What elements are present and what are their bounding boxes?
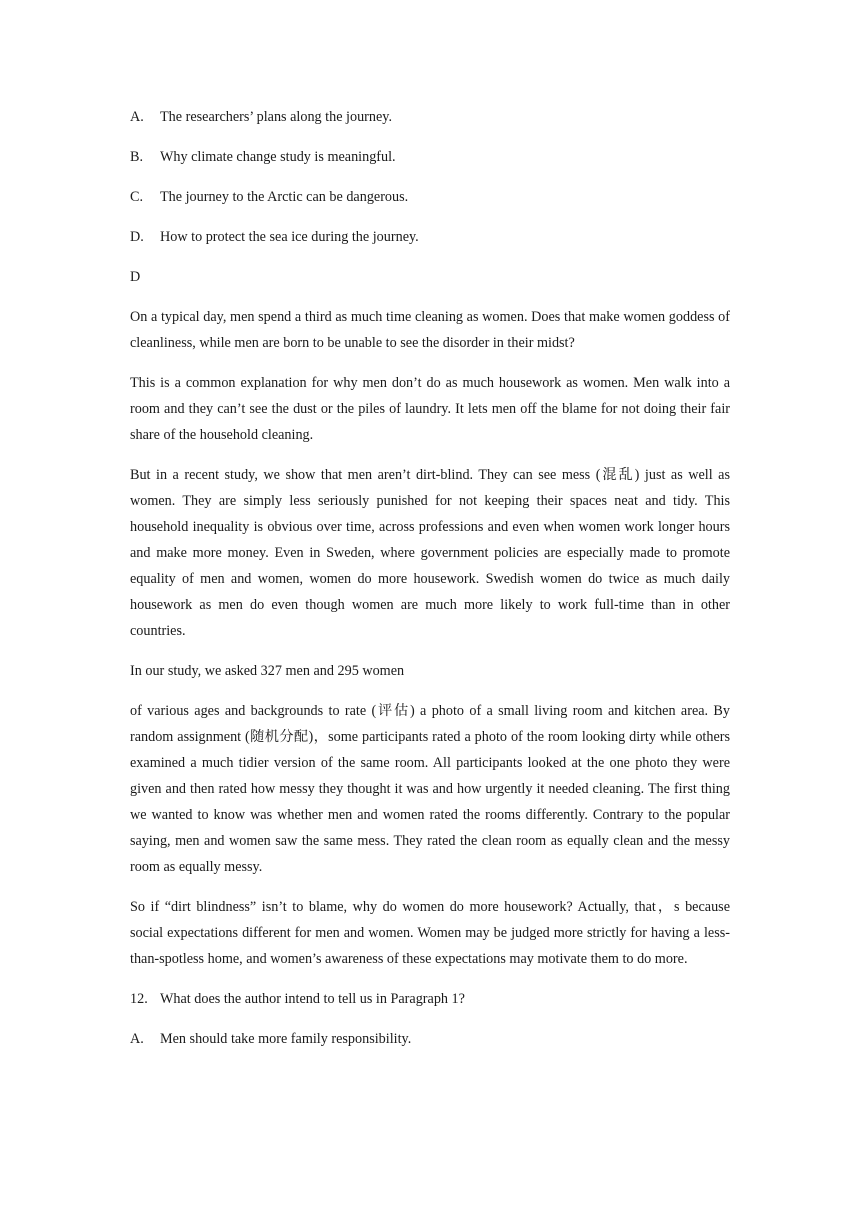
question-text: What does the author intend to tell us in Paragraph 1? xyxy=(160,991,465,1007)
option-c xyxy=(130,184,730,210)
option-a xyxy=(130,104,730,130)
option-text: The journey to the Arctic can be dangerous. xyxy=(160,189,409,205)
option-d xyxy=(130,224,730,250)
paragraph-6: So if “dirt blindness” isn’t to blame, why do women do more housework? Actually, that，s because social expectations different for men and women. Women may be judged more strictly for having a less-than-spotless home, and women’s awareness of these expectations may motivate them to do more. xyxy=(130,899,730,967)
option-text: Men should take more family responsibility. xyxy=(160,1031,412,1047)
option-letter: D. xyxy=(130,229,144,245)
question-12 xyxy=(130,986,730,1012)
paragraph-4: In our study, we asked 327 men and 295 women xyxy=(130,663,405,679)
section-label: D xyxy=(130,269,141,285)
document-page xyxy=(130,104,730,1066)
paragraph-3: But in a recent study, we show that men aren’t dirt-blind. They can see mess (混乱) just as well as women. They are simply less seriously punished for not keeping their spaces neat and tidy. This household inequality is obvious over time, across professions and even when women work longer hours and make more money. Even in Sweden, where government policies are especially made to promote equality of men and women, women do more housework. Swedish women do twice as much daily housework as men do even though women are much more likely to work full-time than in other countries. xyxy=(130,467,730,639)
option-letter: C. xyxy=(130,189,144,205)
option-text: The researchers’ plans along the journey. xyxy=(160,109,393,125)
option-text: Why climate change study is meaningful. xyxy=(160,149,396,165)
answer-option-a xyxy=(130,1026,730,1052)
option-letter: B. xyxy=(130,149,144,165)
option-b xyxy=(130,144,730,170)
paragraph-1: On a typical day, men spend a third as much time cleaning as women. Does that make women goddess of cleanliness, while men are born to be unable to see the disorder in their midst? xyxy=(130,309,730,351)
question-number: 12. xyxy=(130,991,148,1007)
option-letter: A. xyxy=(130,109,144,125)
paragraph-5: of various ages and backgrounds to rate (评估) a photo of a small living room and kitchen area. By random assignment (随机分配)，some participants rated a photo of the room looking dirty while others examined a much tidier version of the same room. All participants looked at the one photo they were given and then rated how messy they thought it was and how urgently it needed cleaning. The first thing we wanted to know was whether men and women rated the rooms differently. Contrary to the popular saying, men and women saw the same mess. They rated the clean room as equally clean and the messy room as equally messy. xyxy=(130,703,730,875)
option-letter: A. xyxy=(130,1031,144,1047)
paragraph-2: This is a common explanation for why men don’t do as much housework as women. Men walk into a room and they can’t see the dust or the piles of laundry. It lets men off the blame for not doing their fair share of the household cleaning. xyxy=(130,375,730,443)
option-text: How to protect the sea ice during the journey. xyxy=(160,229,419,245)
